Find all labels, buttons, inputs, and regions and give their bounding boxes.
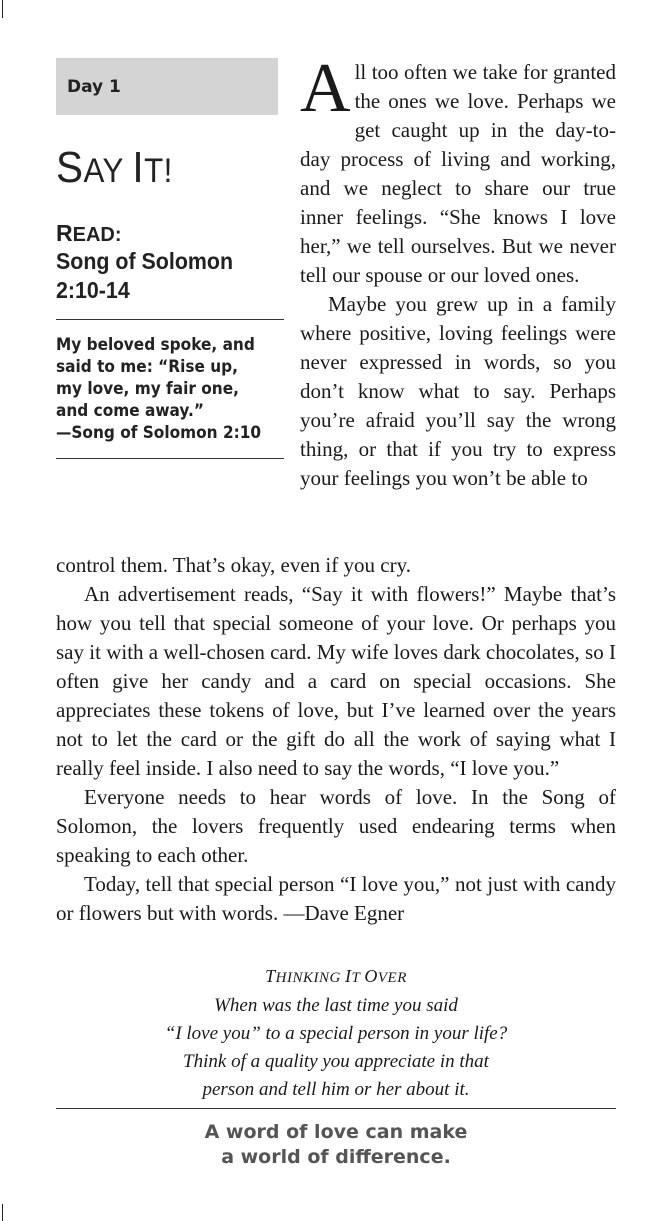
drop-cap: A xyxy=(300,50,351,127)
sidebar xyxy=(56,58,290,459)
paragraph-2-continued: control them. That’s okay, even if you cry. xyxy=(56,553,411,577)
read-reference-line2: 2:10-14 xyxy=(56,277,130,303)
page-title: SAY IT! xyxy=(56,143,173,192)
thinking-line: “I love you” to a special person in your life? xyxy=(164,1023,508,1044)
footer-rule xyxy=(56,1108,616,1109)
motto: A word of love can make a world of difference. xyxy=(204,1121,468,1168)
read-label: READ: xyxy=(56,220,122,246)
read-reference-line1: Song of Solomon xyxy=(56,248,234,274)
day-label: Day 1 xyxy=(67,76,121,97)
paragraph-3: An advertisement reads, “Say it with flowers!” Maybe that’s how you tell that special someone of your love. Or perhaps you say it with a well-chosen card. My wife loves dark chocolates, so I often give her candy and a card on special occasions. She appreciates these tokens of love, but I’ve learned over the years not to let the card or the gift do all the work of saying what I really feel inside. I also need to say the words, “I love you.” xyxy=(56,582,616,780)
thinking-heading: THINKING IT OVER xyxy=(265,966,407,986)
paragraph-5: Today, tell that special person “I love you,” not just with candy or flowers but with words. —Dave Egner xyxy=(56,872,616,925)
thinking-line: When was the last time you said xyxy=(214,995,458,1016)
verse-rule-top xyxy=(56,319,284,320)
paragraph-4: Everyone needs to hear words of love. In the Song of Solomon, the lovers frequently used endearing terms when speaking to each other. xyxy=(56,785,616,867)
day-box xyxy=(56,58,278,115)
crop-mark-bottom xyxy=(2,1204,3,1221)
paragraph-1: All too often we take for granted the ones we love. Perhaps we get caught up in the day-to-day process of living and working, and we neglect to share our true inner feelings. “She knows I love her,” we tell ourselves. But we never tell our spouse or our loved ones. xyxy=(300,50,616,287)
body-full-width xyxy=(56,551,616,928)
thinking-line: Think of a quality you appreciate in that xyxy=(183,1051,489,1072)
body-column xyxy=(300,50,616,493)
thinking-it-over xyxy=(56,962,616,1104)
crop-mark-top xyxy=(2,0,3,18)
thinking-line: person and tell him or her about it. xyxy=(202,1079,470,1100)
key-verse: My beloved spoke, and said to me: “Rise up, my love, my fair one, and come away.” —Song of Solomon 2:10 xyxy=(56,335,262,442)
paragraph-2: Maybe you grew up in a family where positive, loving feelings were never expressed in words, so you don’t know what to say. Perhaps you’re afraid you’ll say the wrong thing, or that if you try to express your feelings you won’t be able to xyxy=(300,292,616,490)
verse-rule-bottom xyxy=(56,458,284,459)
